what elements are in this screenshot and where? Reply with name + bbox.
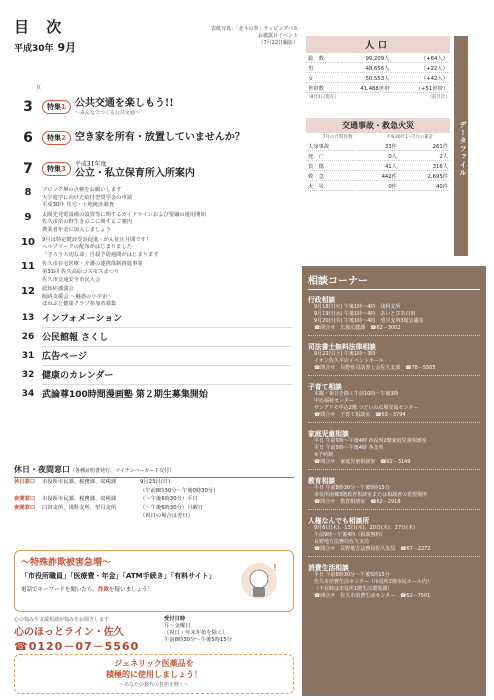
population-table [306,53,450,93]
toc-item-page: 9 [24,211,32,223]
cell-label: 火 災 [306,181,359,191]
toc-item-page: 10 [21,236,35,248]
consult-line: 平日 午前8時30分～午後5時15分 [314,572,390,578]
cell-month: 41人 [359,161,399,171]
consult-section-title: 行政相談 [308,296,336,304]
toc-section-page: 26 [21,331,35,342]
toc-section[interactable] [14,309,292,327]
consult-line: イオン佐久平店イベントホール [314,358,384,364]
toc-line: 「守ろう大切な命」自殺予防週間がはじまります [42,251,159,258]
consultation-corner [302,266,486,696]
cell-value: 99,209人 [338,53,391,63]
feature-row[interactable] [14,91,292,122]
cover-caption-line: （7月22日撮影） [258,40,298,46]
cell-value: 50,553人 [338,73,391,83]
cell-month: 442件 [359,171,399,181]
feature-title: 空き家を所有・放置していませんか？ [74,132,245,143]
consult-section [308,381,480,423]
cover-caption-line: お披露目イベント [257,33,298,39]
night-row [14,479,294,487]
feature-row[interactable] [14,153,292,184]
cell-label: 総 数 [306,53,338,63]
consult-section-title: 人権なんでも相談所 [308,517,370,525]
page-title: 目 次 [14,18,68,36]
toc-line: ヘルプマークの配布がはじまりました [42,244,133,251]
cell-total: 2人 [399,151,450,161]
night-time: （～午後6時30分）月曜日 [140,504,204,511]
table-of-contents [14,84,292,403]
consult-section [308,515,480,557]
toc-line: 大学進学に向けた給付型奨学金の申請 [42,194,133,201]
consult-line: 平日 午前8時30分～午後5時15分 [314,485,390,491]
cell-label: 死 亡 [306,151,359,161]
night-place [42,513,140,521]
toc-line: 佐久市産の野生きのこに関するご案内 [42,219,133,226]
night-label [14,488,42,496]
consult-phone: ☎問合せ 長野地方法務局佐久支局 ☎67－2272 [314,546,431,552]
feature-page: 3 [23,98,33,115]
toc-section-page: 32 [21,369,35,380]
night-place [42,488,140,496]
night-time: （～午後6時30分）平日 [140,496,198,502]
feature-badge [42,131,71,145]
night-label [14,513,42,521]
toc-line: 認知症講演会 [42,286,74,293]
generic-sub: ～あなたの薬代の負担を軽く～ [118,682,189,688]
consult-line: （不在時は市役所1階生活環境課） [314,586,393,592]
sub-right: 平成30年1～7月の累計 [385,135,434,140]
traffic-sub [306,134,450,140]
table-row [306,63,450,73]
toc-line: 9月は特定健診受診促進・がん征圧月間です！ [42,236,152,243]
cell-label: 女 [306,73,338,83]
table-row [306,141,450,151]
cell-label: 救 急 [306,171,359,181]
consult-phone: ☎問合せ 広報広聴課 ☎62－3002 [314,325,401,331]
consult-line: 市役所南棟3階教育相談室または相談者の希望場所 [314,492,428,498]
feature-row[interactable] [14,122,292,153]
toc-item-lines [42,286,116,309]
cell-month: 0人 [359,151,399,161]
consult-section [308,428,480,470]
cover-caption-line: 表紙写真：「北斗の拳」ラッピングバス [210,26,298,32]
consult-section-title: 消費生活相談 [308,564,349,572]
toc-item-page: 8 [24,187,32,198]
toc-section-title: 広告ページ [42,352,87,363]
feature-subtitle: ～みんなでつくる公共交通～ [74,109,140,116]
feature-page: 6 [23,129,33,146]
note-left: （8月1日現在） [306,95,339,100]
fraud-warning-box [14,550,294,612]
consult-line: 9月22日(土) 午後1時～3時 [314,351,376,357]
table-row [306,73,450,83]
cell-total: 261件 [399,141,450,151]
badge-label: 特集 [47,164,61,173]
toc-section-page: 13 [21,312,35,323]
traffic-title: 交通事故・救急火災 [306,118,450,133]
consult-section-title: 家庭児童相談 [308,430,349,438]
generic-title-1: ジェネリック医薬品を [114,659,194,668]
page-header [14,16,76,55]
consult-line: 9月20日(木) 午後1時～4時 望月支所3階会議室 [314,318,424,324]
consult-section [308,475,480,510]
night-place: 市役所市民課、税務課、収税課 [42,496,117,502]
hours-label: 受付日時 [164,616,186,622]
generic-drug-banner [14,654,294,694]
toc-item-page: 12 [21,286,35,298]
consult-phone: ☎問合せ 子育て相談室 ☎63－3794 [314,412,406,418]
feature-page: 7 [23,160,33,177]
consult-section [308,341,480,376]
sub-left: 7月の月間件数 [322,135,353,140]
table-row [306,161,450,171]
cell-value: 41,488世帯 [338,83,391,93]
hotline-lead: 心の悩みや支援相談が悩みをお聞きします [14,617,110,623]
night-row [14,488,294,496]
cell-change: （+51世帯） [391,83,450,93]
warning-illustration-icon [235,559,283,603]
toc-section-title: インフォメーション [42,314,123,325]
issue-month: 9月 [57,41,77,54]
toc-line: 第31回 佐久高原コスモスまつり [42,268,120,275]
night-label: 休日窓口 [14,479,36,485]
cell-change: （+64人） [391,53,450,63]
toc-section[interactable] [14,385,292,403]
issue-date [14,39,76,55]
consult-phone: ☎問合せ 佐久市消費生活センター ☎62－7501 [314,593,431,599]
consult-line: 中込福祉センター [314,398,354,404]
consult-section [308,294,480,336]
night-label: 夜間窓口 [14,504,36,511]
cell-value: 48,656人 [338,63,391,73]
night-time: 9月23日(日) [140,479,171,485]
consult-section [308,562,480,603]
traffic-table [306,141,450,191]
fraud-message-pre: 電話でキーワードを聞いたら、 [21,587,99,593]
cell-total: 316人 [399,161,450,171]
consult-phone: ☎問合せ 教育相談室 ☎62－2918 [314,499,401,505]
toc-line: ブロック塀の点検をお願いします [42,187,122,193]
toc-section-page: 34 [21,388,35,399]
cell-month: 33件 [359,141,399,151]
mental-health-hotline [14,616,294,653]
hours-line: 月～金曜日 [164,623,191,629]
toc-section-title: 武論尊100時間漫画塾 第２期生募集開始 [42,390,208,401]
cell-month: 0件 [359,181,399,191]
hotline-phone[interactable]: ☎0120－07－5560 [14,640,140,653]
table-row [306,53,450,63]
toc-section[interactable] [14,328,292,346]
cell-label: 男 [306,63,338,73]
toc-line: ほねぷと健康クラブ参加者募集 [42,301,117,308]
issue-year: 平成30年 [14,44,54,54]
toc-line: 平成30年 住宅・土地統計調査 [42,202,114,209]
night-title: 休日・夜間窓口 [14,465,70,474]
toc-section[interactable] [14,347,292,365]
toc-item-lines [42,237,159,260]
holiday-night-counter [14,464,294,521]
hours-line: （祝日・年末年始を除く） [164,630,228,636]
toc-item-page: 11 [21,261,35,273]
cell-label: 世帯数 [306,83,338,93]
cell-label: 人身事故 [306,141,359,151]
consult-line: ※予約制 [314,452,334,458]
toc-section-title: 公民館報 さくし [42,333,109,344]
consultation-title: 相談コーナー [308,272,480,290]
night-heading [14,464,294,478]
toc-line: 農業者年金に加入しましょう [42,226,111,233]
consult-line: 長野地方法務局佐久支局 [314,539,370,545]
night-place: 市役所市民課、税務課、収税課 [42,479,117,485]
population-note [306,94,450,100]
toc-section[interactable] [14,366,292,384]
consult-line: 平日 午前9時～午後4時 市役所2階家庭児童相談室 [314,438,427,444]
toc-item[interactable] [14,237,292,260]
consult-section-title: 司法書士無料法律相談 [308,343,376,351]
cell-change: （+42人） [391,73,450,83]
consult-section-title: 子育て相談 [308,383,342,391]
consult-line: 平日 午前9時～午後4時 各支所 [314,445,384,451]
consult-phone: ☎問合せ 家庭児童相談室 ☎62－3149 [314,459,411,465]
feature-badge [42,162,71,176]
toc-item-lines [42,212,206,235]
hotline-hours [164,616,232,644]
cell-total: 40件 [399,181,450,191]
cell-change: （+22人） [391,63,450,73]
cell-label: 負 傷 [306,161,359,171]
cell-total: 2,695件 [399,171,450,181]
consult-line: 9月6日(木)、13日(木)、20日(木)、27日(木) [314,525,416,531]
consult-line: 9月18日(火) 午後1時～4時 浅科支所 [314,304,401,310]
toc-item[interactable] [14,212,292,235]
badge-number: 2 [61,133,66,142]
fraud-title: ～特殊詐欺被害急増～ [21,558,112,568]
toc-item-lines [42,261,143,284]
feature-prefix: 平成31年度 [74,160,107,168]
data-file-tab: データファイル [454,36,468,256]
consult-line: 木曜・祝日を除く午前10時～午後3時 [314,391,399,397]
toc-line: 販路支援会 ～魅惑の小宇宙～ [42,293,113,300]
table-row [306,83,450,93]
consult-line: 佐久市消費生活センター（市役所2階市民ホール内） [314,579,432,585]
badge-label: 特集 [47,102,61,111]
table-row [306,171,450,181]
toc-section-page: 31 [21,350,35,361]
night-time: （祝日の場合は翌日） [140,513,193,519]
night-row [14,505,294,513]
svg-text:!: ! [273,563,278,574]
night-row [14,496,294,504]
consult-line: 午前9時～午後4時（相談無料） [314,532,386,538]
consult-section-title: 教育相談 [308,477,336,485]
fraud-message-post: を疑いましょう！ [109,587,154,593]
badge-number: 3 [61,164,66,173]
consult-line: サングリモ中込2階 つどいの広場交流センター [314,405,419,411]
cover-caption [182,26,298,47]
badge-label: 特集 [47,133,61,142]
night-time: （午前8時30分～午後0時30分） [140,487,219,494]
night-place: 臼田支所、浅科支所、望月支所 [42,504,117,511]
toc-item[interactable] [14,187,292,210]
feature-title: 公共交通を楽しもう!! [74,97,174,109]
night-label: 夜間窓口 [14,496,36,502]
toc-item[interactable] [14,261,292,284]
table-row [306,151,450,161]
badge-number: 1 [61,102,66,111]
note-right: （前月比） [427,95,450,100]
toc-line: 佐久市在宅医療・介護の連携体制推進事業 [42,261,143,268]
table-row [306,181,450,191]
page-column-header: 頁 [36,85,42,91]
population-title: 人口 [306,36,450,53]
feature-badge [42,100,71,114]
night-note: （各種証明書発行、マイナンバーカード交付） [70,468,175,474]
hotline-name: 心のほっとライン・佐久 [14,627,124,638]
toc-line: 太陽光発電設備の設置等に関するガイドラインおよび要綱の運用開始 [42,211,206,218]
toc-section-title: 健康のカレンダー [42,371,114,382]
toc-item[interactable] [14,286,292,309]
generic-title-2: 積極的に使用しましょう！ [106,670,202,679]
hours-line: 午前8時30分～午後5時15分 [164,637,232,643]
population-box [306,36,450,100]
toc-line: 佐久市交通安全市民大会 [42,276,101,283]
fraud-message-key: 詐欺 [98,587,110,593]
toc-item-lines [42,187,132,210]
traffic-accident-box [306,118,450,191]
feature-title: 公立・私立保育所入所案内 [74,167,195,179]
consult-line: 9月19日(水) 午後1時～4時 あいとぴあ臼田 [314,311,416,317]
night-row [14,513,294,521]
fraud-keywords: 「市役所職員」「医療費・年金」「ATM手続き」「有料サイト」 [21,572,216,580]
consult-phone: ☎問合せ 長野県司法書士会佐久支部 ☎78－5505 [314,365,436,371]
